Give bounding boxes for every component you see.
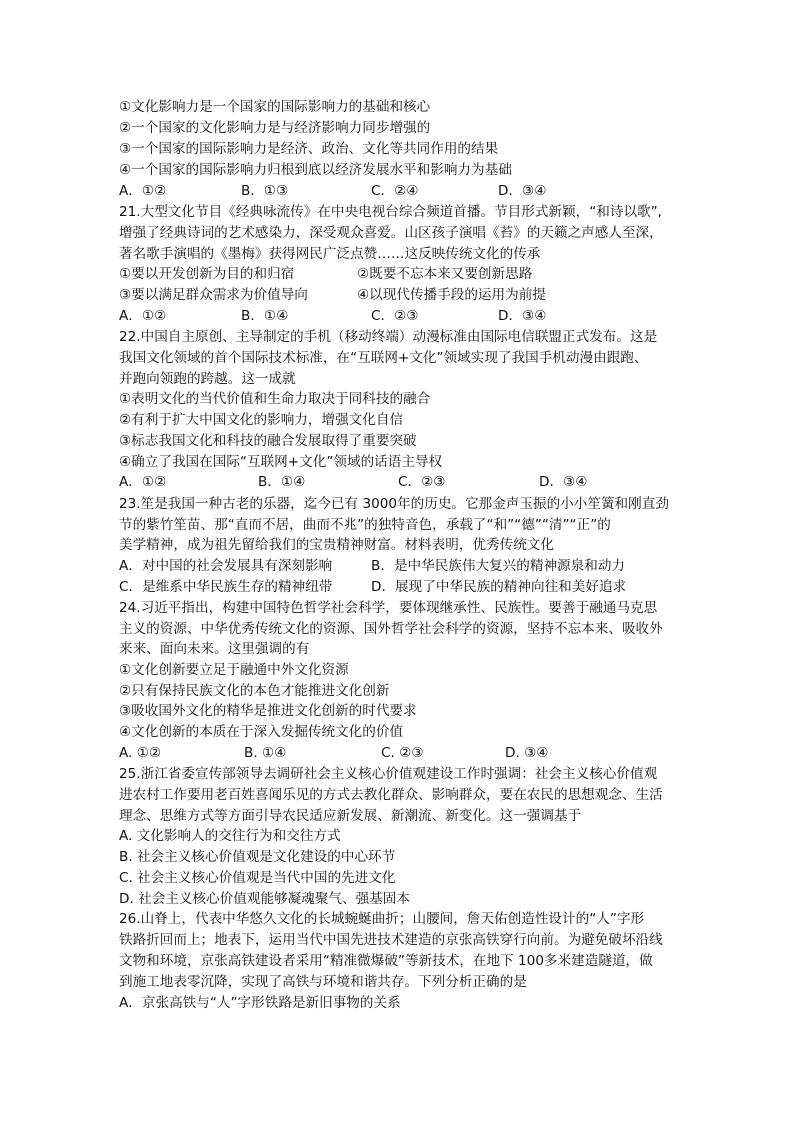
q24-statement-3: ③吸收国外文化的精华是推进文化创新的时代要求 xyxy=(119,703,417,719)
q21-statement-4: ④以现代传播手段的运用为前提 xyxy=(357,287,546,303)
q21-option-c: C．②③ xyxy=(371,308,419,324)
statement-4: ④一个国家的国际影响力归根到底以经济发展水平和影响力为基础 xyxy=(119,162,512,178)
statement-2: ②一个国家的文化影响力是与经济影响力同步增强的 xyxy=(119,120,431,136)
statement-1: ①文化影响力是一个国家的国际影响力的基础和核心 xyxy=(119,99,431,115)
question-24-stem-1: 24.习近平指出，构建中国特色哲学社会科学，要体现继承性、民族性。要善于融通马克思 xyxy=(119,600,658,616)
option-d: D．③④ xyxy=(498,183,547,199)
q23-option-a: A．对中国的社会发展具有深刻影响 xyxy=(119,558,333,574)
q24-option-c: C. ②③ xyxy=(381,745,424,761)
q22-option-d: D．③④ xyxy=(539,474,588,490)
q22-option-b: B．①④ xyxy=(258,474,306,490)
q23-option-b: B．是中华民族伟大复兴的精神源泉和动力 xyxy=(371,558,626,574)
question-26-stem-3: 文物和环境，京张高铁建设者采用“精准微爆破”等新技术，在地下 100多米建造隧道，做 xyxy=(119,953,653,969)
q22-statement-1: ①表明文化的当代价值和生命力取决于同科技的融合 xyxy=(119,391,431,407)
q22-statement-4: ④确立了我国在国际“互联网+文化”领域的话语主导权 xyxy=(119,454,443,470)
q24-statement-2: ②只有保持民族文化的本色才能推进文化创新 xyxy=(119,683,390,699)
question-22-stem-1: 22.中国自主原创、主导制定的手机（移动终端）动漫标准由国际电信联盟正式发布。这是 xyxy=(119,329,658,345)
q25-option-c: C. 社会主义核心价值观是当代中国的先进文化 xyxy=(119,870,396,886)
q22-statement-2: ②有利于扩大中国文化的影响力，增强文化自信 xyxy=(119,412,404,428)
question-23-stem-2: 节的紫竹笙苗、那“直而不居，曲而不兆”的独特音色，承载了“和”“德”“清”“正”的 xyxy=(119,517,611,533)
q26-option-a: A．京张高铁与“人”字形铁路是新旧事物的关系 xyxy=(119,995,401,1011)
q25-option-b: B. 社会主义核心价值观是文化建设的中心环节 xyxy=(119,849,396,865)
q22-option-a: A．①② xyxy=(119,474,167,490)
q21-option-b: B．①④ xyxy=(241,308,289,324)
option-a: A．①② xyxy=(119,183,167,199)
q21-statement-3: ③要以满足群众需求为价值导向 xyxy=(119,287,308,303)
q24-option-a: A. ①② xyxy=(119,745,162,761)
q21-statement-1: ①要以开发创新为目的和归宿 xyxy=(119,266,295,282)
q24-option-d: D. ③④ xyxy=(505,745,549,761)
q21-option-d: D．③④ xyxy=(498,308,547,324)
q21-option-a: A．①② xyxy=(119,308,167,324)
q24-option-b: B. ①④ xyxy=(244,745,287,761)
question-21-stem-1: 21.大型文化节目《经典咏流传》在中央电视台综合频道首播。节目形式新颖，“和诗以歌”, xyxy=(119,204,662,220)
question-21-stem-3: 著名歌手演唱的《墨梅》获得网民广泛点赞……这反映传统文化的传承 xyxy=(119,246,541,262)
q23-option-c: C．是维系中华民族生存的精神纽带 xyxy=(119,579,333,595)
q24-statement-1: ①文化创新要立足于融通中外文化资源 xyxy=(119,662,349,678)
question-22-stem-3: 并跑向领跑的跨越。这一成就 xyxy=(119,371,296,387)
question-23-stem-1: 23.笙是我国一种古老的乐器，迄今已有 3000年的历史。它那金声玉振的小小笙簧和刚直劲 xyxy=(119,496,669,512)
q21-statement-2: ②既要不忘本来又要创新思路 xyxy=(357,266,533,282)
q22-statement-3: ③标志我国文化和科技的融合发展取得了重要突破 xyxy=(119,433,417,449)
question-22-stem-2: 我国文化领域的首个国际技术标准，在“互联网+文化”领域实现了我国手机动漫由跟跑、 xyxy=(119,350,648,366)
question-26-stem-2: 铁路折回而上；地表下，运用当代中国先进技术建造的京张高铁穿行向前。为避免破坏沿线 xyxy=(119,932,663,948)
question-26-stem-1: 26.山脊上，代表中华悠久文化的长城蜿蜒曲折；山腰间，詹天佑创造性设计的“人”字形 xyxy=(119,911,645,927)
q23-option-d: D．展现了中华民族的精神向往和美好追求 xyxy=(371,579,627,595)
q25-option-a: A. 文化影响人的交往行为和交往方式 xyxy=(119,828,341,844)
question-25-stem-3: 理念、思维方式等方面引导农民适应新发展、新潮流、新变化。这一强调基于 xyxy=(119,808,582,824)
question-24-stem-3: 来来、面向未来。这里强调的有 xyxy=(119,641,310,657)
q24-statement-4: ④文化创新的本质在于深入发掘传统文化的价值 xyxy=(119,724,404,740)
question-25-stem-2: 进农村工作要用老百姓喜闻乐见的方式去教化群众、影响群众，要在农民的思想观念、生活 xyxy=(119,787,663,803)
option-b: B．①③ xyxy=(241,183,289,199)
question-26-stem-4: 到施工地表零沉降，实现了高铁与环境和谐共存。下列分析正确的是 xyxy=(119,974,527,990)
question-21-stem-2: 增强了经典诗词的艺术感染力，深受观众喜爱。山区孩子演唱《苔》的天籁之声感人至深， xyxy=(119,225,663,241)
q22-option-c: C．②③ xyxy=(398,474,446,490)
statement-3: ③一个国家的国际影响力是经济、政治、文化等共同作用的结果 xyxy=(119,141,499,157)
option-c: C．②④ xyxy=(371,183,419,199)
question-23-stem-3: 美学精神，成为祖先留给我们的宝贵精神财富。材料表明，优秀传统文化 xyxy=(119,537,554,553)
question-24-stem-2: 主义的资源、中华优秀传统文化的资源、国外哲学社会科学的资源，坚持不忘本来、吸收外 xyxy=(119,621,663,637)
question-25-stem-1: 25.浙江省委宣传部领导去调研社会主义核心价值观建设工作时强调：社会主义核心价值观 xyxy=(119,766,658,782)
q25-option-d: D. 社会主义核心价值观能够凝魂聚气、强基固本 xyxy=(119,891,410,907)
